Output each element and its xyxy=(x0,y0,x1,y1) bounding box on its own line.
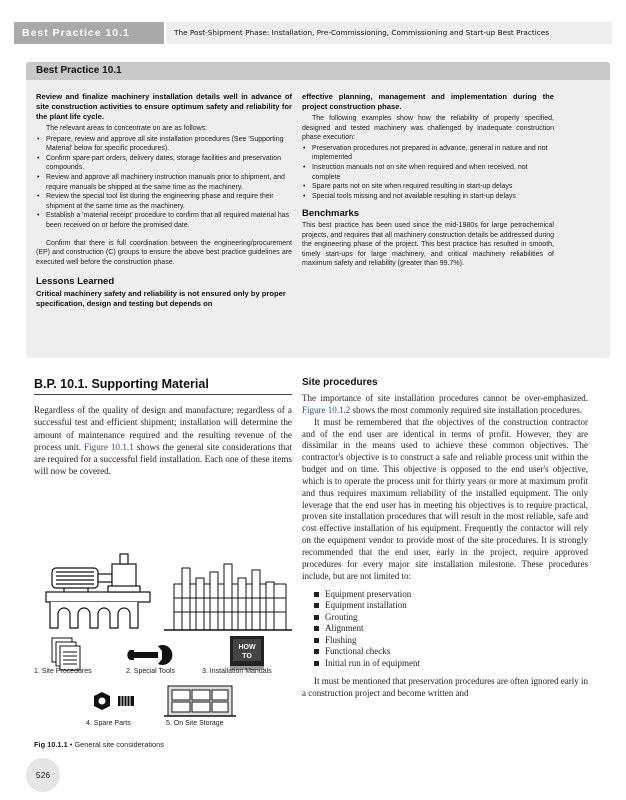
header-section-label: Best Practice 10.1 xyxy=(14,22,164,44)
sp-p1-text-a: The importance of site installation procedures cannot be over-emphasized. xyxy=(302,393,588,403)
list-item: Initial run in of equipment xyxy=(314,658,588,670)
structure-icon xyxy=(164,564,292,630)
list-item: • Confirm spare part orders, delivery dates, storage facilities and preservation compounds. xyxy=(36,154,292,173)
list-item: • Spare parts not on site when required resulting in start-up delays xyxy=(302,182,554,192)
bp-left-bullet-list xyxy=(36,135,292,231)
storage-warehouse-icon xyxy=(164,686,236,716)
list-item: Functional checks xyxy=(314,646,588,658)
process-plant-icon xyxy=(46,554,150,628)
figure-label-spare-parts: 4. Spare Parts xyxy=(86,720,131,727)
site-procedures-paragraph-1 xyxy=(302,393,588,417)
instruction-manual-icon xyxy=(230,636,264,670)
best-practice-right-column xyxy=(302,92,554,269)
supporting-material-paragraph xyxy=(34,404,292,478)
site-procedures-body xyxy=(302,393,588,699)
figure-label-on-site-storage: 5. On Site Storage xyxy=(166,720,224,727)
supporting-text-b: shows the general site considerations that are required for a successful field installation. Each one of these items will now be covered. xyxy=(34,441,293,477)
caption-separator: • xyxy=(69,740,73,749)
figure-label-site-procedures: 1. Site Procedures xyxy=(34,668,92,675)
nut-bolt-icon xyxy=(94,692,134,710)
bp-left-intro: Review and finalize machinery installation details well in advance of site construction activities to ensure optimum safety and reliability for the plant life cycle. xyxy=(36,92,292,121)
lessons-learned-heading: Lessons Learned xyxy=(36,276,115,288)
benchmarks-text: This best practice has been used since the mid-1980s for large petrochemical projects, and requires that all machinery construction details be addressed during the engineering phase of the project. This best practice has resulted in smooth, timely start-ups for large machinery, and critical machinery reliabilities of maximum safety and reliability (greater than 99.7%). xyxy=(302,221,554,268)
documents-icon xyxy=(52,638,80,670)
manual-text-to: TO xyxy=(242,653,252,660)
supporting-text-a: Regardless of the quality of design and manufacture; regardless of a successful test and efficient shipment; installation will determine the amount of maintenance required and the resulting revenue of the process unit. xyxy=(34,405,292,452)
list-item: • Instruction manuals not on site when required and when received, not complete xyxy=(302,163,554,182)
site-procedures-list xyxy=(314,589,588,670)
list-item: Equipment installation xyxy=(314,600,588,612)
figure-caption xyxy=(34,740,164,749)
page-number: 526 xyxy=(26,758,60,792)
list-item: • Review the special tool list during the engineering phase and require their shipment at the same time as the machinery. xyxy=(36,192,292,211)
figure-10-1-1-link[interactable]: Figure 10.1.1 xyxy=(83,441,134,452)
list-item: • Establish a 'material receipt' procedure to confirm that all required material has been received on or before the promised date. xyxy=(36,211,292,230)
site-procedures-paragraph-2: It must be remembered that the objectives of the construction contractor and of the end user are identical in terms of profit. However, they are dissimilar in the means used to achieve these common objectives. The contractor's objective is to construct a safe and reliable process unit within the budget and on time. This objective is opposed to the end user's objective, which is to operate the process unit for thirty years or more at maximum profit and thus requires maximum reliability of the installed equipment. The only leverage that the end user has in meeting his objectives is to require practical, proven site installation procedures that will result in the most reliable, safe and cost effective installation of his equipment. Frequently the contactor will rely on the equipment vendor to provide most of the site procedures. It is strongly recommended that the end user, early in the project, require approved procedures for every major site installation milestone. These procedures include, but are not limited to: xyxy=(302,416,588,581)
sp-p1-text-b: shows the most commonly required site installation procedures. xyxy=(352,404,582,415)
list-item: • Preservation procedures not prepared in advance, general in nature and not implemented xyxy=(302,144,554,163)
caption-text: General site considerations xyxy=(74,740,164,749)
list-item: Alignment xyxy=(314,623,588,635)
bp-right-lead: The following examples show how the reliability of properly specified, designed and tested machinery was challenged by inadequate construction phase execution: xyxy=(302,115,554,142)
wrench-icon xyxy=(127,645,172,665)
running-header xyxy=(0,0,626,44)
bp-left-paragraph: Confirm that there is full coordination between the engineering/procurement (EP) and construction (C) groups to ensure the above best practice guidelines are executed well before the construction phase. xyxy=(36,239,292,266)
best-practice-title-bar xyxy=(26,62,610,80)
site-procedures-paragraph-3: It must be mentioned that preservation procedures are often ignored early in a construction project and become written and xyxy=(302,675,588,698)
list-item: • Prepare, review and approve all site installation procedures (See 'Supporting Material' below for specific procedures). xyxy=(36,135,292,154)
site-procedures-heading: Site procedures xyxy=(302,377,378,388)
list-item: Equipment preservation xyxy=(314,589,588,601)
caption-number: Fig 10.1.1 xyxy=(34,740,68,749)
list-item: Grouting xyxy=(314,612,588,624)
site-considerations-illustration xyxy=(34,528,296,738)
figure-label-special-tools: 2. Special Tools xyxy=(126,668,175,675)
list-item: • Review and approve all machinery instruction manuals prior to shipment, and require manuals be shipped at the same time as the machinery. xyxy=(36,173,292,192)
bp-right-intro: effective planning, management and implementation during the project construction phase. xyxy=(302,92,554,111)
lessons-learned-text: Critical machinery safety and reliability is not ensured only by proper specification, design and testing but depends on xyxy=(36,288,286,309)
figure-general-site-considerations xyxy=(34,528,296,738)
figure-label-installation-manuals: 3. Installation Manuals xyxy=(202,668,272,675)
header-chapter-title: The Post-Shipment Phase: Installation, Pre-Commissioning, Commissioning and Start-up Best Practices xyxy=(166,22,612,44)
benchmarks-heading: Benchmarks xyxy=(302,208,360,220)
manual-text-how: HOW xyxy=(238,644,256,651)
best-practice-title: Best Practice 10.1 xyxy=(36,65,122,76)
supporting-material-title: B.P. 10.1. Supporting Material xyxy=(34,377,292,395)
list-item: • Special tools missing and not available resulting in start-up delays xyxy=(302,192,554,202)
best-practice-left-column xyxy=(36,92,292,310)
bp-right-bullet-list xyxy=(302,144,554,202)
figure-10-1-2-link[interactable]: Figure 10.1.2 xyxy=(302,404,351,415)
bp-left-lead: The relevant areas to concentrate on are as follows: xyxy=(46,125,208,132)
list-item: Flushing xyxy=(314,635,588,647)
